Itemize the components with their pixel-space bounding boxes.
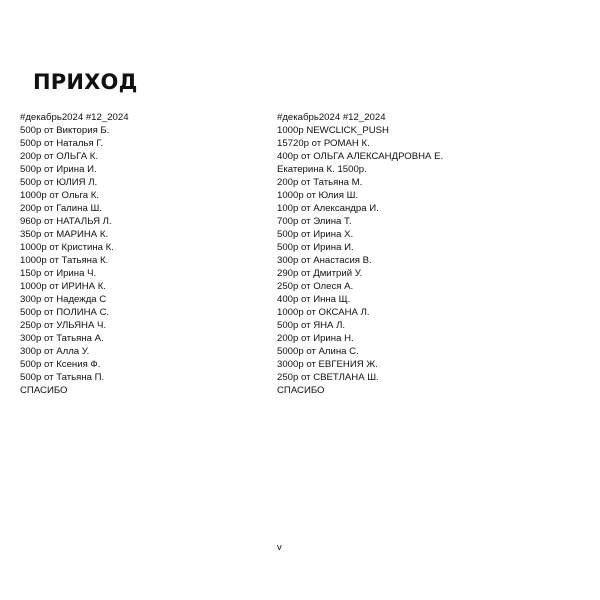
list-item: 200р от ОЛЬГА К. — [20, 151, 99, 162]
page-title: ПРИХОД — [33, 70, 138, 94]
list-item: Екатерина К. 1500р. — [277, 164, 367, 175]
list-item: 500р от Ирина И. — [20, 164, 97, 175]
list-item: 3000р от ЕВГЕНИЯ Ж. — [277, 359, 378, 370]
list-item: 250р от УЛЬЯНА Ч. — [20, 320, 107, 331]
list-item: 300р от Надежда С — [20, 294, 107, 305]
list-item: 350р от МАРИНА К. — [20, 229, 109, 240]
list-item: 960р от НАТАЛЬЯ Л. — [20, 216, 112, 227]
list-item: 1000р от ИРИНА К. — [20, 281, 106, 292]
list-item: 1000р от Татьяна К. — [20, 255, 109, 266]
list-item: 300р от Анастасия В. — [277, 255, 372, 266]
list-item: 200р от Ирина Н. — [277, 333, 354, 344]
list-item: 5000р от Алина С. — [277, 346, 359, 357]
list-item: 15720р от РОМАН К. — [277, 138, 370, 149]
list-item: 290р от Дмитрий У. — [277, 268, 363, 279]
list-item: 100р от Александра И. — [277, 203, 379, 214]
list-item: 200р от Татьяна М. — [277, 177, 363, 188]
list-item: 500р от ПОЛИНА С. — [20, 307, 110, 318]
list-item: #декабрь2024 #12_2024 — [20, 112, 129, 123]
list-item: 250р от СВЕТЛАНА Ш. — [277, 372, 379, 383]
list-item: 500р от ЮЛИЯ Л. — [20, 177, 98, 188]
list-item: 1000р от Юлия Ш. — [277, 190, 359, 201]
list-item: 500р от Виктория Б. — [20, 125, 110, 136]
list-item: 250р от Олеся А. — [277, 281, 354, 292]
list-item: 1000р от Кристина К. — [20, 242, 114, 253]
list-item: 500р от Ирина Х. — [277, 229, 354, 240]
list-item: 400р от Инна Щ. — [277, 294, 351, 305]
list-item: 500р от Наталья Г. — [20, 138, 104, 149]
donations-list-right — [277, 111, 577, 397]
list-item: #декабрь2024 #12_2024 — [277, 112, 386, 123]
list-item: 500р от ЯНА Л. — [277, 320, 346, 331]
list-item: СПАСИБО — [277, 385, 325, 396]
list-item: 150р от Ирина Ч. — [20, 268, 97, 279]
donations-list-left — [20, 111, 270, 397]
list-item: 400р от ОЛЬГА АЛЕКСАНДРОВНА Е. — [277, 151, 444, 162]
list-item: 500р от Ксения Ф. — [20, 359, 101, 370]
page-footer-mark: v — [277, 542, 282, 553]
list-item: 1000р от ОКСАНА Л. — [277, 307, 370, 318]
list-item: 1000р от Ольга К. — [20, 190, 100, 201]
list-item: 500р от Ирина И. — [277, 242, 354, 253]
list-item: 300р от Алла У. — [20, 346, 90, 357]
list-item: 1000р NEWCLICK_PUSH — [277, 125, 389, 136]
list-item: 200р от Галина Ш. — [20, 203, 102, 214]
list-item: 500р от Татьяна П. — [20, 372, 105, 383]
list-item: 700р от Элина Т. — [277, 216, 352, 227]
list-item: 300р от Татьяна А. — [20, 333, 104, 344]
list-item: СПАСИБО — [20, 385, 68, 396]
